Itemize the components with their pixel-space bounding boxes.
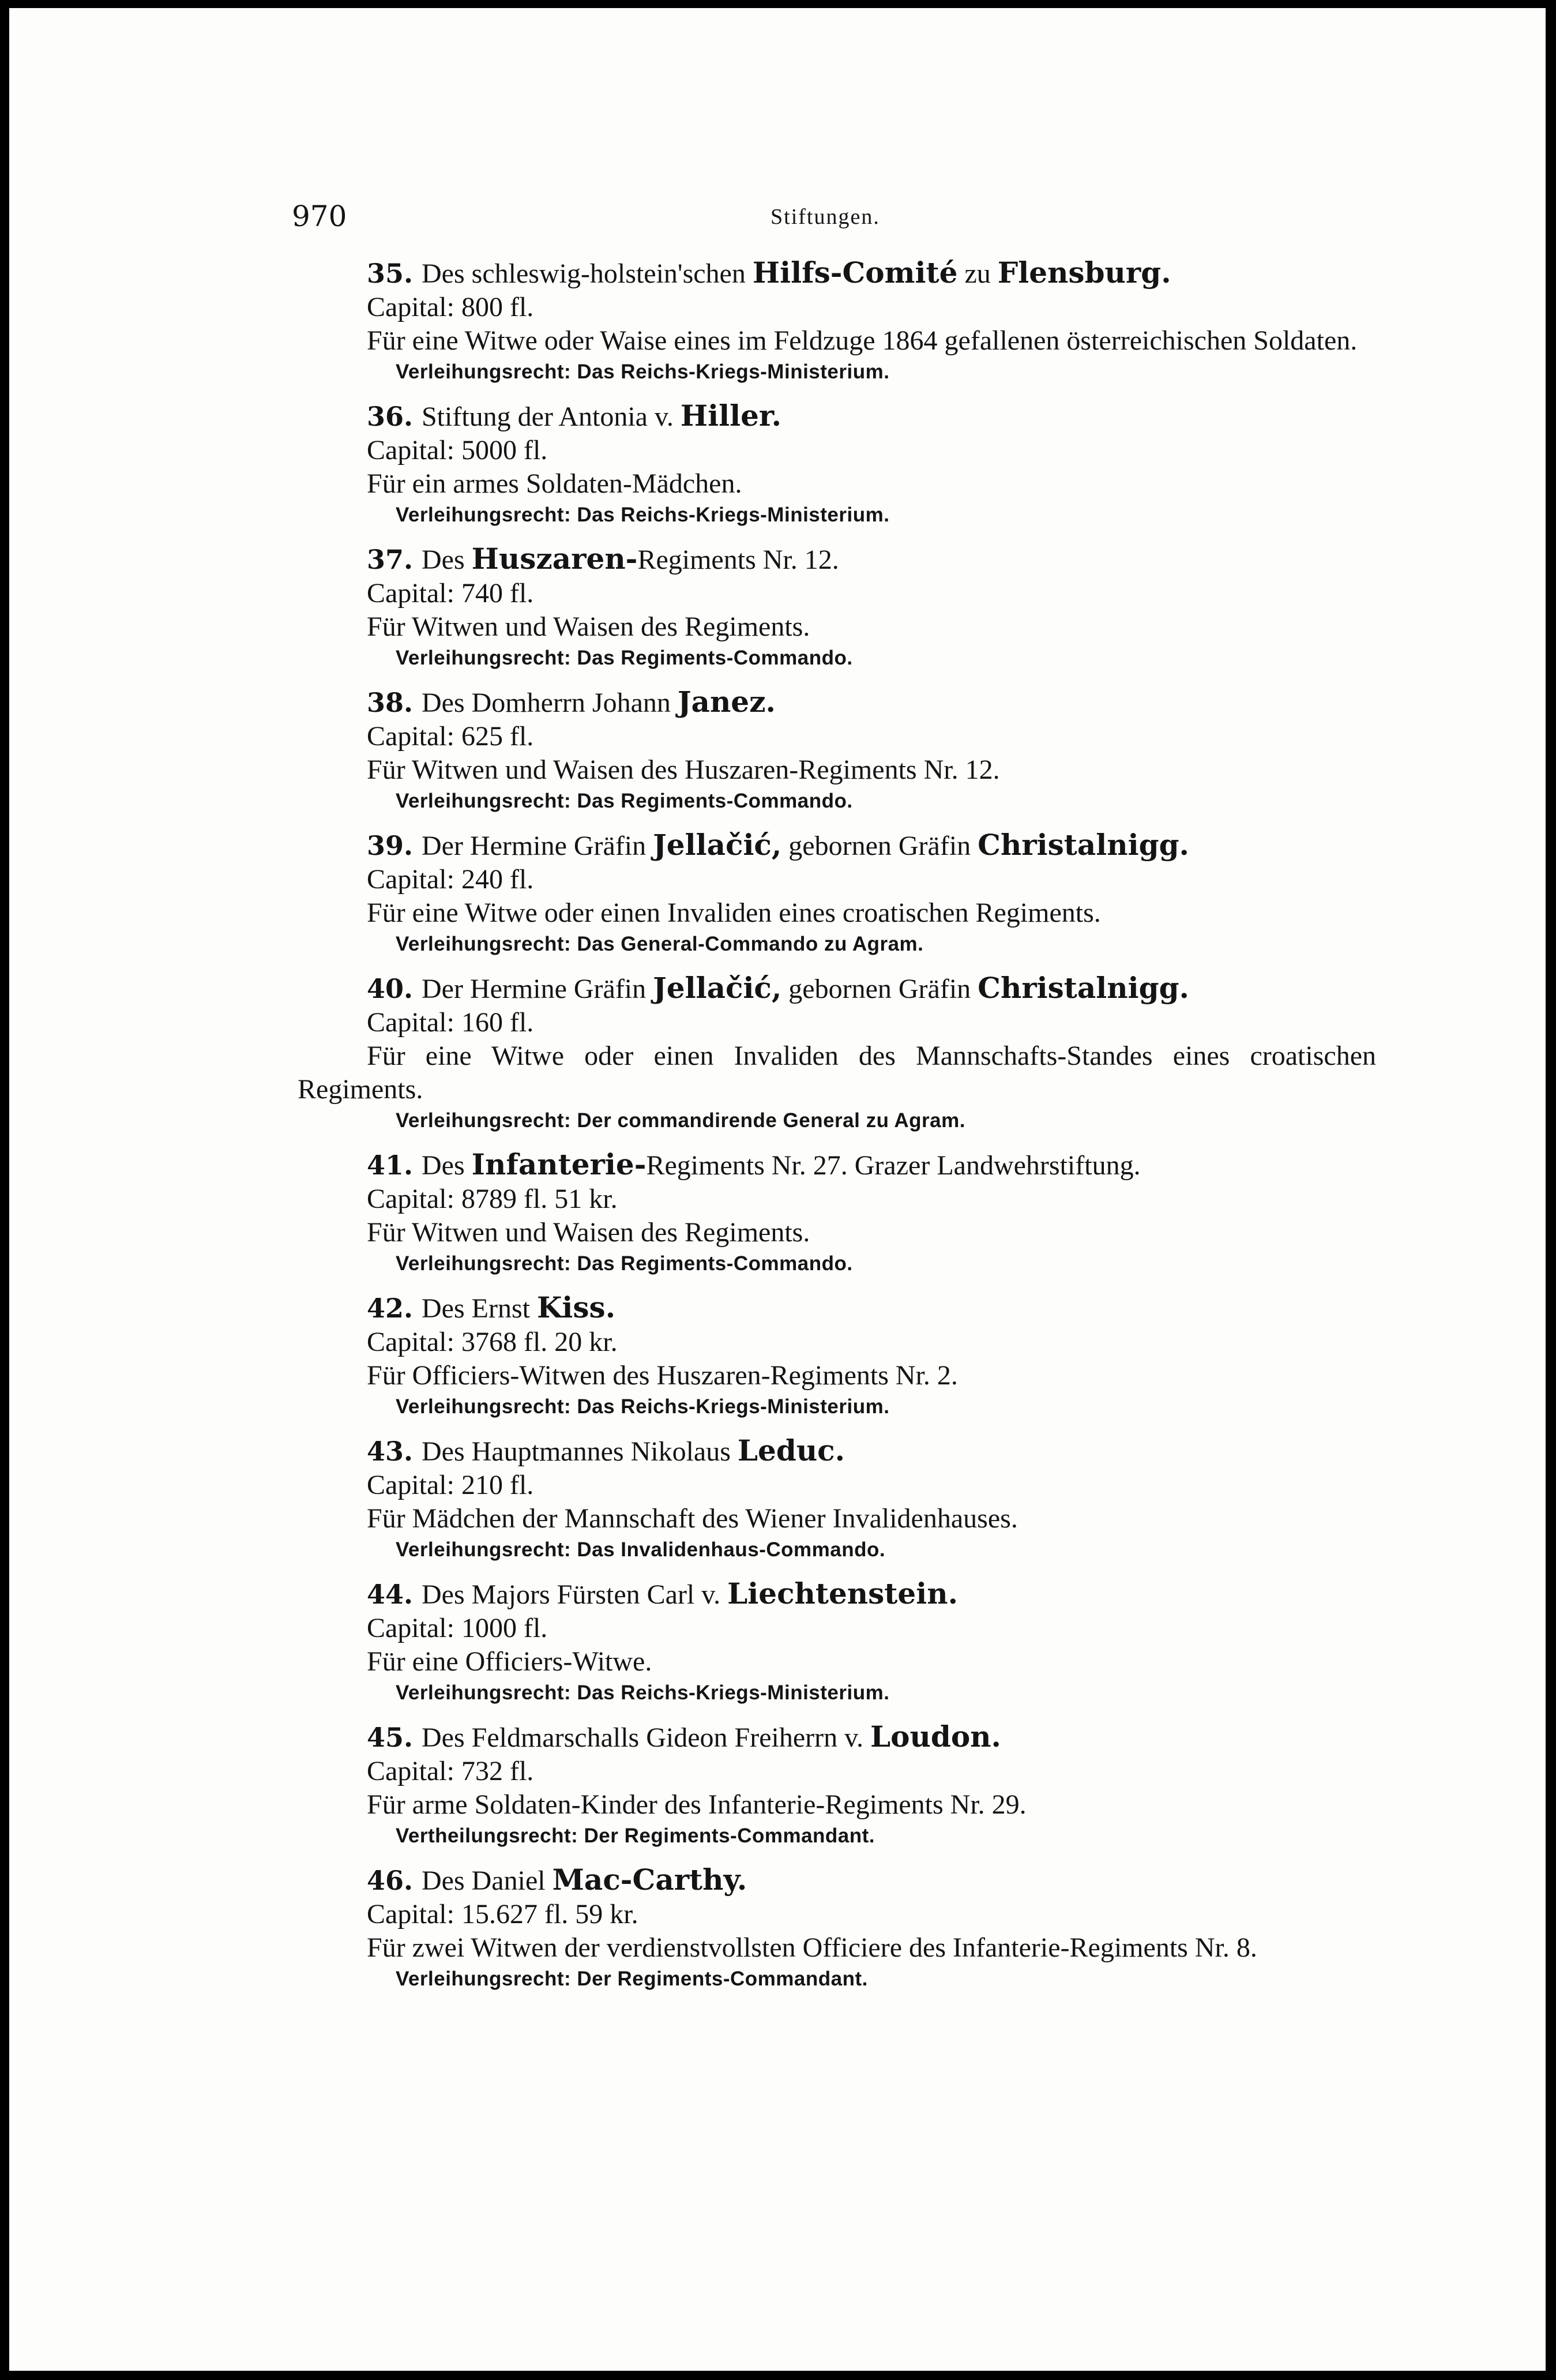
entry-heading-text: gebornen Gräfin xyxy=(781,974,978,1004)
foundation-entry xyxy=(9,1720,1546,1850)
entry-heading xyxy=(9,1863,1365,1898)
entry-purpose: Für arme Soldaten-Kinder des Infanterie-Regiments Nr. 29. xyxy=(367,1789,1027,1820)
entry-name-bold: Leduc. xyxy=(737,1433,845,1467)
entry-heading-text: gebornen Gräfin xyxy=(781,831,978,861)
entry-name-bold: Janez. xyxy=(677,685,776,719)
entry-purpose: Für ein armes Soldaten-Mädchen. xyxy=(367,468,742,499)
entry-heading xyxy=(9,1577,1365,1612)
entry-capital: Capital: 800 fl. xyxy=(367,292,534,322)
entry-name-bold: Infanterie- xyxy=(471,1147,647,1181)
entry-number: 46. xyxy=(367,1865,414,1896)
entry-heading-text: zu xyxy=(957,258,998,289)
entry-heading xyxy=(9,1434,1365,1469)
foundation-entry xyxy=(9,1577,1546,1707)
entry-name-bold: Hilfs-Comité xyxy=(752,256,958,290)
entry-number: 41. xyxy=(367,1150,414,1181)
entry-heading xyxy=(9,971,1365,1006)
entry-capital: Capital: 240 fl. xyxy=(367,864,534,895)
foundation-entry xyxy=(9,971,1546,1135)
entry-purpose: Für Witwen und Waisen des Regiments. xyxy=(367,1217,810,1248)
entry-award-right: Verleihungsrecht: Das Reichs-Kriegs-Ministerium. xyxy=(396,361,890,383)
entry-heading-text: Des Majors Fürsten Carl v. xyxy=(421,1579,728,1610)
entry-capital: Capital: 8789 fl. 51 kr. xyxy=(367,1184,618,1214)
entry-purpose: Für zwei Witwen der verdienstvollsten Officiere des Infanterie-Regiments Nr. 8. xyxy=(367,1932,1257,1963)
entry-purpose: Für Witwen und Waisen des Regiments. xyxy=(367,611,810,642)
entry-heading-text: Des schleswig-holstein'schen xyxy=(421,258,753,289)
foundation-entry xyxy=(9,1148,1546,1278)
entry-number: 42. xyxy=(367,1293,414,1324)
entry-name-bold: Kiss. xyxy=(536,1290,616,1324)
entry-heading-text: Stiftung der Antonia v. xyxy=(421,401,681,432)
entry-heading xyxy=(9,1291,1365,1326)
entry-award-right: Verleihungsrecht: Das Regiments-Commando. xyxy=(396,647,853,669)
entry-purpose: Für eine Officiers-Witwe. xyxy=(367,1646,652,1677)
entry-capital: Capital: 3768 fl. 20 kr. xyxy=(367,1327,618,1357)
entry-name-bold: Loudon. xyxy=(870,1720,1001,1754)
entry-award-right: Verleihungsrecht: Der Regiments-Commandant. xyxy=(396,1968,868,1990)
entry-heading xyxy=(9,828,1365,863)
entry-name-bold: Mac-Carthy. xyxy=(552,1863,747,1897)
entry-name-bold: Liechtenstein. xyxy=(727,1576,958,1611)
running-title: Stiftungen. xyxy=(771,205,880,229)
entry-award-right: Verleihungsrecht: Das Reichs-Kriegs-Ministerium. xyxy=(396,1681,890,1704)
entry-heading-text: Des xyxy=(421,1150,472,1181)
entry-heading-text: Des xyxy=(421,545,472,575)
entry-award-right: Verleihungsrecht: Das Regiments-Commando. xyxy=(396,790,853,812)
entry-award-right: Vertheilungsrecht: Der Regiments-Commandant. xyxy=(396,1825,875,1847)
entry-name-bold: Christalnigg. xyxy=(978,971,1189,1005)
entry-purpose: Für eine Witwe oder einen Invaliden des Mannschafts-Standes eines croatischen Regiments. xyxy=(298,1041,1376,1105)
entry-number: 37. xyxy=(367,544,414,575)
book-page xyxy=(9,8,1546,2371)
entry-capital: Capital: 160 fl. xyxy=(367,1007,534,1038)
foundation-list xyxy=(9,256,1546,2006)
entry-name-bold: Jellačić, xyxy=(653,971,782,1005)
entry-number: 35. xyxy=(367,258,414,289)
entry-heading-text: Der Hermine Gräfin xyxy=(421,831,653,861)
entry-heading xyxy=(9,1720,1365,1755)
entry-name-bold: Hiller. xyxy=(680,399,782,433)
entry-heading-text: Regiments Nr. 12. xyxy=(637,545,839,575)
entry-heading-text: Des Domherrn Johann xyxy=(421,688,678,718)
entry-heading-text: Des Ernst xyxy=(421,1293,537,1324)
entry-heading xyxy=(9,685,1365,720)
entry-number: 38. xyxy=(367,687,414,718)
entry-heading-text: Regiments Nr. 27. Grazer Landwehrstiftung. xyxy=(646,1150,1141,1181)
entry-award-right: Verleihungsrecht: Das Regiments-Commando. xyxy=(396,1252,853,1275)
foundation-entry xyxy=(9,685,1546,816)
foundation-entry xyxy=(9,256,1546,386)
entry-heading xyxy=(9,1148,1365,1183)
entry-capital: Capital: 1000 fl. xyxy=(367,1613,548,1643)
foundation-entry xyxy=(9,399,1546,530)
entry-capital: Capital: 625 fl. xyxy=(367,721,534,752)
foundation-entry xyxy=(9,828,1546,959)
page-number: 970 xyxy=(292,200,347,233)
entry-heading-text: Des Feldmarschalls Gideon Freiherrn v. xyxy=(421,1722,871,1753)
foundation-entry xyxy=(9,542,1546,673)
entry-capital: Capital: 5000 fl. xyxy=(367,435,548,466)
entry-award-right: Verleihungsrecht: Das Reichs-Kriegs-Ministerium. xyxy=(396,504,890,526)
entry-purpose: Für Mädchen der Mannschaft des Wiener Invalidenhauses. xyxy=(367,1503,1018,1534)
entry-award-right: Verleihungsrecht: Der commandirende General zu Agram. xyxy=(396,1109,965,1132)
entry-heading-text: Des Daniel xyxy=(421,1865,553,1896)
entry-heading xyxy=(9,256,1365,291)
entry-name-bold: Huszaren- xyxy=(471,542,638,576)
entry-award-right: Verleihungsrecht: Das Invalidenhaus-Commando. xyxy=(396,1538,886,1561)
entry-purpose: Für Officiers-Witwen des Huszaren-Regiments Nr. 2. xyxy=(367,1360,958,1391)
entry-number: 40. xyxy=(367,973,414,1004)
foundation-entry xyxy=(9,1434,1546,1564)
entry-purpose: Für eine Witwe oder Waise eines im Feldzuge 1864 gefallenen österreichischen Soldaten. xyxy=(367,325,1358,356)
entry-capital: Capital: 732 fl. xyxy=(367,1756,534,1786)
running-head xyxy=(9,200,1546,234)
entry-number: 44. xyxy=(367,1579,414,1610)
entry-capital: Capital: 15.627 fl. 59 kr. xyxy=(367,1899,638,1929)
entry-name-bold: Flensburg. xyxy=(997,256,1171,290)
entry-purpose: Für Witwen und Waisen des Huszaren-Regiments Nr. 12. xyxy=(367,754,1000,785)
entry-capital: Capital: 210 fl. xyxy=(367,1470,534,1500)
entry-number: 39. xyxy=(367,830,414,861)
entry-number: 36. xyxy=(367,401,414,432)
entry-capital: Capital: 740 fl. xyxy=(367,578,534,609)
entry-name-bold: Christalnigg. xyxy=(978,828,1189,862)
entry-heading xyxy=(9,399,1365,434)
entry-heading-text: Der Hermine Gräfin xyxy=(421,974,653,1004)
entry-award-right: Verleihungsrecht: Das Reichs-Kriegs-Ministerium. xyxy=(396,1395,890,1418)
entry-number: 43. xyxy=(367,1436,414,1467)
entry-heading-text: Des Hauptmannes Nikolaus xyxy=(421,1436,738,1467)
entry-award-right: Verleihungsrecht: Das General-Commando zu Agram. xyxy=(396,933,924,955)
entry-heading xyxy=(9,542,1365,577)
entry-name-bold: Jellačić, xyxy=(653,828,782,862)
entry-number: 45. xyxy=(367,1722,414,1753)
foundation-entry xyxy=(9,1863,1546,1994)
entry-purpose: Für eine Witwe oder einen Invaliden eines croatischen Regiments. xyxy=(367,898,1101,928)
foundation-entry xyxy=(9,1291,1546,1421)
